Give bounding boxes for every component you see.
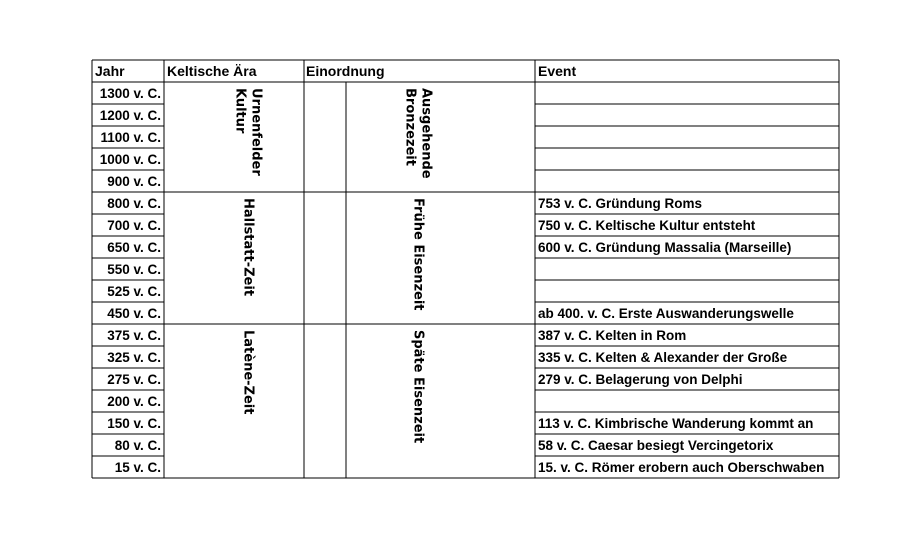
year-cell: 900 v. C. xyxy=(107,174,161,189)
era-label: Urnenfelder xyxy=(248,88,264,176)
event-cell: ab 400. v. C. Erste Auswanderungswelle xyxy=(538,306,794,321)
year-cell: 1000 v. C. xyxy=(99,152,161,167)
year-cell: 550 v. C. xyxy=(107,262,161,277)
year-cell: 80 v. C. xyxy=(114,438,161,453)
year-cell: 525 v. C. xyxy=(107,284,161,299)
classification-label: Frühe Eisenzeit xyxy=(410,198,426,311)
year-cell: 800 v. C. xyxy=(107,196,161,211)
event-cell: 58 v. C. Caesar besiegt Vercingetorix xyxy=(538,438,774,453)
year-cell: 1100 v. C. xyxy=(100,130,161,145)
year-cell: 325 v. C. xyxy=(107,350,161,365)
era-label: Hallstatt-Zeit xyxy=(240,198,256,297)
classification-label: Bronzezeit xyxy=(402,88,418,166)
event-cell: 753 v. C. Gründung Roms xyxy=(538,196,703,211)
event-cell: 600 v. C. Gründung Massalia (Marseille) xyxy=(538,240,792,255)
event-cell: 113 v. C. Kimbrische Wanderung kommt an xyxy=(538,416,814,431)
year-cell: 1200 v. C. xyxy=(99,108,161,123)
era-label: Latène-Zeit xyxy=(240,330,256,415)
era-label: Kultur xyxy=(232,88,248,134)
header-year: Jahr xyxy=(95,63,125,79)
year-cell: 200 v. C. xyxy=(107,394,161,409)
year-cell: 375 v. C. xyxy=(107,328,161,343)
header-classification: Einordnung xyxy=(306,63,385,79)
event-cell: 387 v. C. Kelten in Rom xyxy=(538,328,687,343)
classification-label: Späte Eisenzeit xyxy=(410,330,426,444)
year-cell: 450 v. C. xyxy=(107,306,161,321)
header-era: Keltische Ära xyxy=(167,63,257,79)
year-cell: 700 v. C. xyxy=(107,218,161,233)
year-cell: 275 v. C. xyxy=(107,372,161,387)
event-cell: 750 v. C. Keltische Kultur entsteht xyxy=(538,218,756,233)
year-cell: 1300 v. C. xyxy=(99,86,161,101)
year-cell: 650 v. C. xyxy=(107,240,161,255)
event-cell: 335 v. C. Kelten & Alexander der Große xyxy=(538,350,788,365)
event-cell: 279 v. C. Belagerung von Delphi xyxy=(538,372,743,387)
year-cell: 15 v. C. xyxy=(114,460,161,475)
event-cell: 15. v. C. Römer erobern auch Oberschwaben xyxy=(538,460,825,475)
classification-label: Ausgehende xyxy=(418,88,434,179)
header-event: Event xyxy=(538,63,577,79)
year-cell: 150 v. C. xyxy=(107,416,161,431)
